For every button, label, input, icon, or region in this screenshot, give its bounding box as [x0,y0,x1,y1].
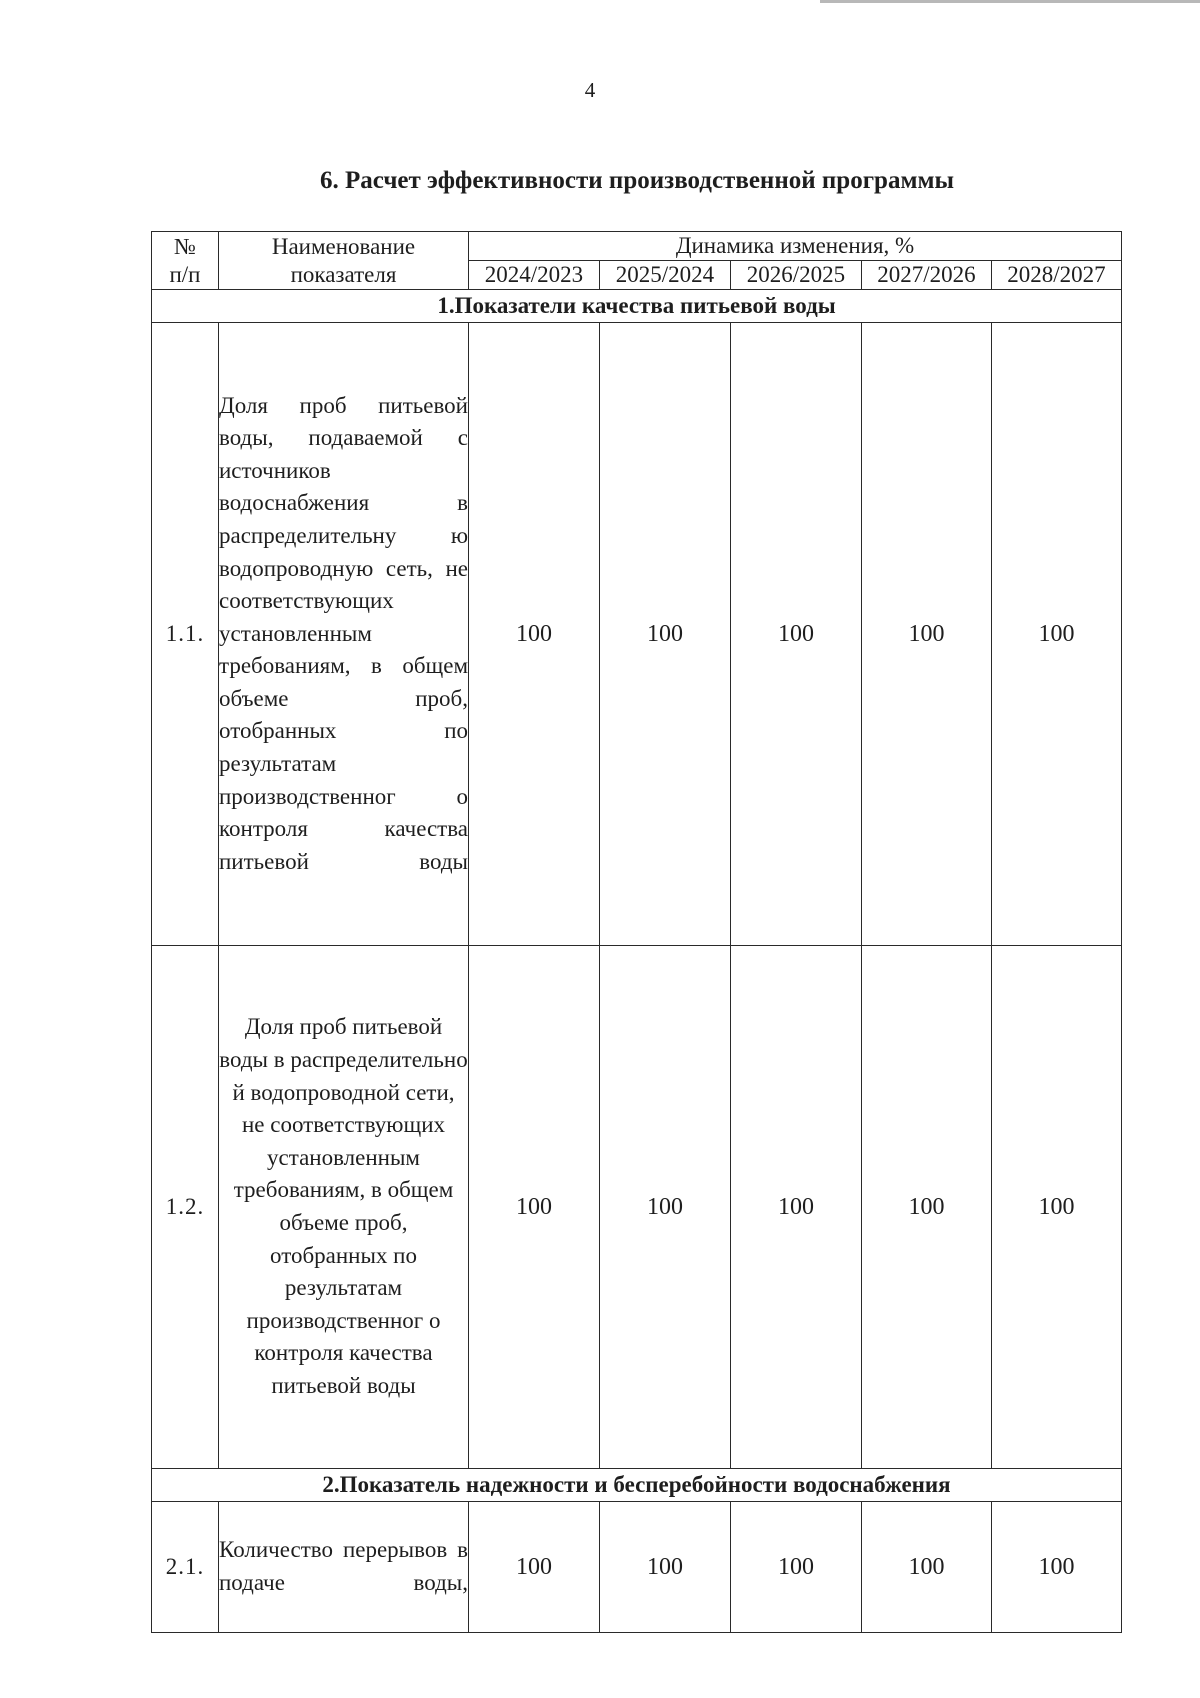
table-header-row [152,232,1122,261]
row-value: 100 [731,946,862,1469]
row-value: 100 [600,323,731,946]
row-value: 100 [992,946,1122,1469]
row-value: 100 [992,1502,1122,1633]
table-row [152,946,1122,1469]
page-title: 6. Расчет эффективности производственной программы [319,167,955,194]
header-num-cell [152,232,219,290]
row-value: 100 [600,946,731,1469]
row-value: 100 [469,323,600,946]
page-number: 4 [584,78,596,102]
row-value: 100 [862,946,992,1469]
row-value: 100 [600,1502,731,1633]
row-indicator-name: Количество перерывов в подаче воды, [219,1502,469,1633]
header-num-line2: п/п [169,261,201,287]
row-number: 1.2. [152,946,219,1469]
header-year: 2026/2025 [731,261,862,290]
header-name-cell [219,232,469,290]
row-value: 100 [731,1502,862,1633]
scan-edge-line [820,0,1200,3]
row-value: 100 [862,323,992,946]
header-year: 2028/2027 [992,261,1122,290]
row-value: 100 [469,1502,600,1633]
row-value: 100 [731,323,862,946]
row-number: 1.1. [152,323,219,946]
table-row [152,323,1122,946]
section-title: 1.Показатели качества питьевой воды [152,290,1122,323]
row-value: 100 [469,946,600,1469]
row-indicator-name: Доля проб питьевой воды, подаваемой с источников водоснабжения в распределительну ю водопроводную сеть, не соответствующих установленным требованиям, в общем объеме проб, отобранных по результатам производственног о контроля качества питьевой воды [219,323,469,946]
row-indicator-name: Доля проб питьевой воды в распределительно й водопроводной сети, не соответствующих установленным требованиям, в общем объеме проб, отобранных по результатам производственног о контроля качества питьевой воды [219,946,469,1469]
header-dynamics: Динамика изменения, % [469,232,1122,261]
header-year: 2027/2026 [862,261,992,290]
header-year: 2025/2024 [600,261,731,290]
efficiency-table [151,231,1122,1633]
section-title: 2.Показатель надежности и бесперебойности водоснабжения [152,1469,1122,1502]
row-value: 100 [992,323,1122,946]
section-row [152,290,1122,323]
row-value: 100 [862,1502,992,1633]
header-year: 2024/2023 [469,261,600,290]
header-name-line1: Наименование [271,233,416,259]
section-row [152,1469,1122,1502]
row-number: 2.1. [152,1502,219,1633]
header-num-line1: № [174,233,196,259]
table-row [152,1502,1122,1633]
header-name-line2: показателя [290,261,397,287]
